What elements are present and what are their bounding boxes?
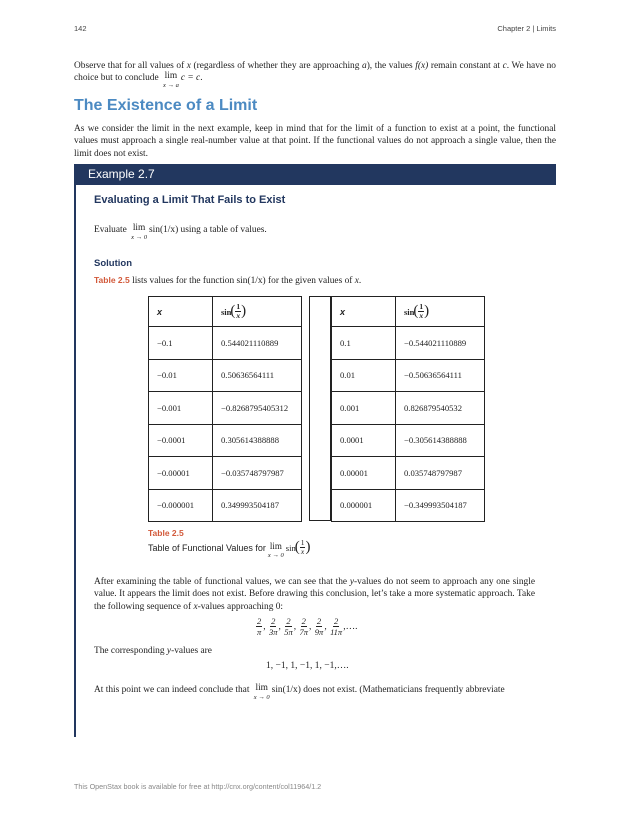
- table-row: 0.01 −0.50636564111: [332, 359, 485, 392]
- table-row: 0.1 −0.544021110889: [332, 327, 485, 360]
- table-row: −0.00001 −0.035748797987: [149, 457, 302, 490]
- table-row: 0.0001 −0.305614388888: [332, 424, 485, 457]
- solution-label: Solution: [94, 258, 132, 269]
- header-sin-expression: sin ( $\frac{1}{x}$ ): [404, 302, 430, 320]
- values-table-left: [148, 296, 302, 522]
- page-number: 142: [74, 24, 87, 33]
- table-divider-column: [309, 296, 331, 521]
- page-footer: This OpenStax book is available for free at http://cnx.org/content/col11964/1.2: [74, 782, 322, 791]
- table-row: −0.0001 0.305614388888: [149, 424, 302, 457]
- table-row: 0.00001 0.035748797987: [332, 457, 485, 490]
- table-caption: Table of Functional Values for lim x → 0 sin ( $\frac{1}{x}$ ): [148, 538, 311, 559]
- analysis-paragraph: After examining the table of functional values, we can see that the y-values do not seem to approach any one single value. It appears the limit does not exist. Before drawing this conclusion, let’s take a more systematic approach. Take the following sequence of x-values approaching 0:: [94, 577, 535, 612]
- example-left-rule: [74, 185, 76, 737]
- header-sin-expression: sin ( $\frac{1}{x}$ ): [221, 302, 247, 320]
- intro-paragraph: Observe that for all values of x (regardless of whether they are approaching a), the values f(x) remain constant at c. We have no choice but to conclude lim x → a c = c.: [74, 61, 556, 90]
- table-caption-label: Table 2.5: [148, 528, 184, 538]
- example-banner: [74, 164, 556, 185]
- header-x: x: [340, 306, 346, 317]
- example-subtitle: Evaluating a Limit That Fails to Exist: [94, 194, 286, 206]
- example-prompt: Evaluate lim x → 0 sin(1/x) using a table of values.: [94, 223, 267, 241]
- values-table-right: [331, 296, 485, 522]
- y-sequence: 1, −1, 1, −1, 1, −1,….: [266, 661, 349, 671]
- table-row: −0.000001 0.349993504187: [149, 489, 302, 522]
- table-row: −0.1 0.544021110889: [149, 327, 302, 360]
- table-reference-link[interactable]: Table 2.5: [94, 275, 130, 285]
- y-values-intro: The corresponding y-values are: [94, 646, 212, 656]
- header-x: x: [157, 306, 163, 317]
- example-label: Example 2.7: [88, 167, 155, 181]
- section-title: The Existence of a Limit: [74, 97, 258, 114]
- table-row: 0.001 0.826879540532: [332, 392, 485, 425]
- table-header-row: [332, 297, 485, 327]
- table-row: −0.001 −0.8268795405312: [149, 392, 302, 425]
- x-sequence: $\frac{2}{\pi}$ , $\frac{2}{3\pi}$ , $\frac{2}{5\pi}$ , $\frac{2}{7\pi}$ , $\frac{2}{9\pi}$ , $\frac{2}{11\pi}$ ,….: [256, 616, 358, 637]
- solution-text: Table 2.5 lists values for the function sin(1/x) for the given values of x.: [94, 275, 362, 286]
- table-row: −0.01 0.50636564111: [149, 359, 302, 392]
- table-header-row: [149, 297, 302, 327]
- conclusion-paragraph: At this point we can indeed conclude that lim x → 0 sin(1/x) does not exist. (Mathematicians frequently abbreviate: [94, 683, 505, 701]
- chapter-title: Chapter 2 | Limits: [497, 24, 556, 33]
- section-paragraph: As we consider the limit in the next example, keep in mind that for the limit of a function to exist at a point, the functional values must approach a single real-number value at that point. If the functional values do not approach a single value, then the limit does not exist.: [74, 124, 556, 159]
- table-row: 0.000001 −0.349993504187: [332, 489, 485, 522]
